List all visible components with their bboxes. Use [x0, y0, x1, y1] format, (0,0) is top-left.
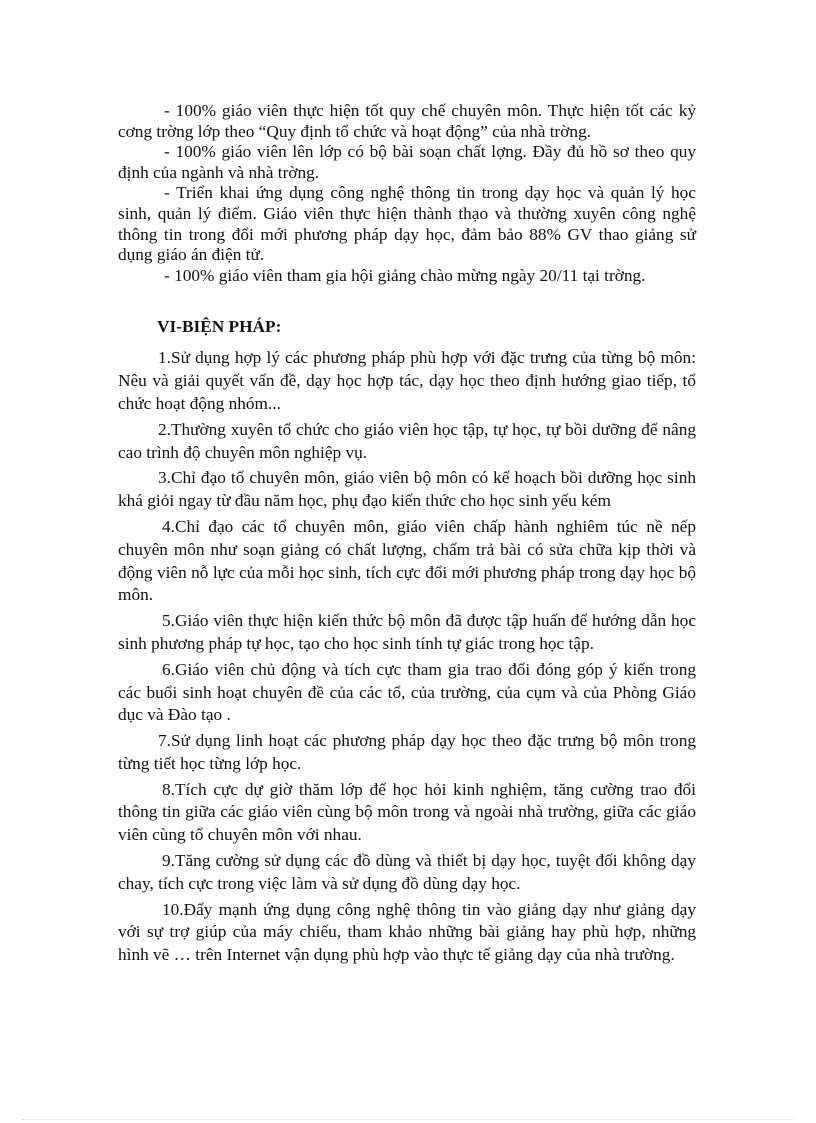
measure-item: 6.Giáo viên chủ động và tích cực tham gia trao đổi đóng góp ý kiến trong các buổi sinh hoạt chuyên đề của các tổ, của trường, của cụm và của Phòng Giáo dục và Đào tạo .: [118, 659, 696, 725]
achievement-item: - 100% giáo viên tham gia hội giảng chào mừng ngày 20/11 tại trờng.: [164, 265, 646, 285]
achievement-item: - Triển khai ứng dụng công nghệ thông tin trong dạy học và quản lý học sinh, quản lý điểm. Giáo viên thực hiện thành thạo và thường xuyên công nghệ thông tin trong đổi mới phương pháp dạy học, đảm bảo 88% GV thao giảng sử dụng giáo án điện tử.: [118, 183, 696, 265]
measure-item: 1.Sử dụng hợp lý các phương pháp phù hợp với đặc trưng của từng bộ môn: Nêu và giải quyết vấn đề, dạy học hợp tác, dạy học theo định hướng giao tiếp, tổ chức hoạt động nhóm...: [118, 348, 696, 413]
measure-item: 5.Giáo viên thực hiện kiến thức bộ môn đã được tập huấn để hướng dẫn học sinh phương pháp tự học, tạo cho học sinh tính tự giác trong học tập.: [118, 611, 696, 653]
measure-item: 8.Tích cực dự giờ thăm lớp để học hỏi kinh nghiệm, tăng cường trao đổi thông tin giữa các giáo viên cùng bộ môn trong và ngoài nhà trường, giữa các giáo viên cùng tổ chuyên môn với nhau.: [118, 779, 696, 845]
measure-item: 9.Tăng cường sử dụng các đồ dùng và thiết bị dạy học, tuyệt đối không dạy chay, tích cực trong việc làm và sử dụng đồ dùng dạy học.: [118, 851, 696, 893]
measure-item: 7.Sử dụng linh hoạt các phương pháp dạy học theo đặc trưng bộ môn trong từng tiết học từng lớp học.: [118, 731, 696, 773]
measures-list: [118, 347, 696, 967]
achievements-list: [118, 101, 696, 286]
page-bottom-divider: [22, 1119, 794, 1120]
page-content: [118, 101, 696, 970]
section-heading: VI-BIỆN PHÁP:: [157, 317, 282, 337]
measure-item: 4.Chỉ đạo các tổ chuyên môn, giáo viên chấp hành nghiêm túc nề nếp chuyên môn như soạn giảng có chất lượng, chấm trả bài có sửa chữa kịp thời và động viên nỗ lực của mỗi học sinh, tích cực đổi mới phương pháp trong dạy học bộ môn.: [118, 516, 696, 605]
measure-item: 10.Đẩy mạnh ứng dụng công nghệ thông tin vào giảng dạy như giảng dạy với sự trợ giúp của máy chiếu, tham khảo những bài giảng hay phù hợp, những hình vẽ … trên Internet vận dụng phù hợp vào thực tế giảng dạy của nhà trường.: [118, 899, 696, 965]
achievement-item: - 100% giáo viên lên lớp có bộ bài soạn chất lợng. Đầy đủ hồ sơ theo quy định của ngành và nhà trờng.: [118, 142, 696, 182]
measure-item: 3.Chỉ đạo tổ chuyên môn, giáo viên bộ môn có kế hoạch bồi dưỡng học sinh khá giỏi ngay từ đầu năm học, phụ đạo kiến thức cho học sinh yếu kém: [118, 468, 696, 511]
achievement-item: - 100% giáo viên thực hiện tốt quy chế chuyên môn. Thực hiện tốt các kỷ cơng trờng lớp theo “Quy định tổ chức và hoạt động” của nhà trờng.: [118, 101, 696, 141]
measure-item: 2.Thường xuyên tổ chức cho giáo viên học tập, tự học, tự bồi dưỡng để nâng cao trình độ chuyên môn nghiệp vụ.: [118, 419, 696, 462]
